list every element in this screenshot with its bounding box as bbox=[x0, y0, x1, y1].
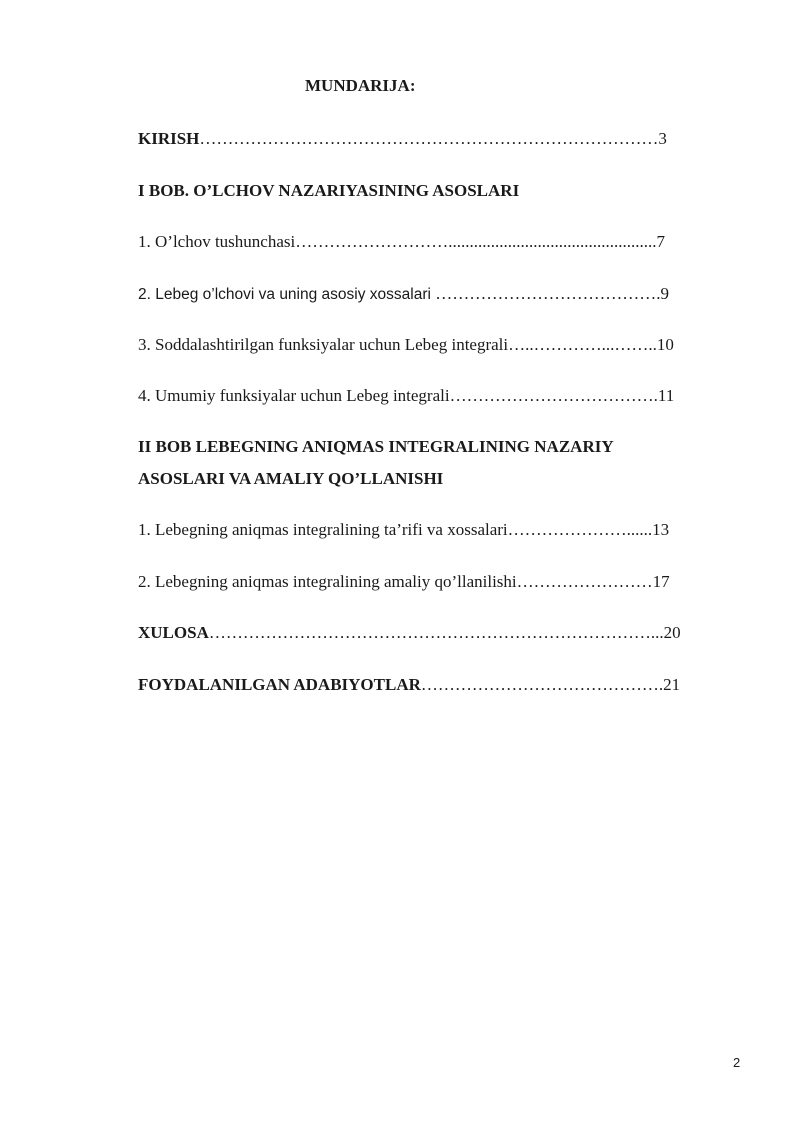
toc-entry-label: II BOB LEBEGNING ANIQMAS INTEGRALINING NAZARIY bbox=[138, 437, 614, 456]
toc-leader: ………………………………. bbox=[449, 386, 658, 405]
toc-entry-label: 2. Lebegning aniqmas integralining amaliy qo’llanilishi bbox=[138, 572, 517, 591]
toc-entry-label: 1. O’lchov tushunchasi bbox=[138, 232, 296, 251]
toc-entry-1-4 bbox=[138, 385, 674, 407]
toc-page-number: 3 bbox=[658, 129, 667, 148]
toc-entry-xulosa bbox=[138, 622, 681, 644]
toc-leader: ……………………………………………………………………... bbox=[208, 623, 664, 642]
toc-entry-label: 3. Soddalashtirilgan funksiyalar uchun Lebeg integrali bbox=[138, 335, 509, 354]
toc-page-number: 9 bbox=[660, 284, 670, 303]
toc-leader: …………………...... bbox=[507, 520, 653, 539]
toc-leader: ……………………………………. bbox=[420, 675, 664, 694]
toc-entry-2-2 bbox=[138, 571, 670, 593]
toc-chapter-2-heading-line-1 bbox=[138, 436, 614, 458]
toc-entry-label: 4. Umumiy funksiyalar uchun Lebeg integrali bbox=[138, 386, 450, 405]
toc-entry-label: FOYDALANILGAN ADABIYOTLAR bbox=[138, 675, 421, 694]
toc-leader: …………………………………. bbox=[435, 284, 661, 303]
toc-leader: …………………… bbox=[516, 572, 653, 591]
page-title: MUNDARIJA: bbox=[305, 76, 416, 95]
toc-page-number: 13 bbox=[652, 520, 670, 539]
toc-page-number: 11 bbox=[657, 386, 675, 405]
toc-entry-1-1 bbox=[138, 231, 665, 253]
toc-entry-1-3 bbox=[138, 334, 674, 356]
toc-page-number: 10 bbox=[656, 335, 674, 354]
toc-entry-label: KIRISH bbox=[138, 129, 200, 148]
toc-page-number: 21 bbox=[663, 675, 681, 694]
toc-chapter-1-heading bbox=[138, 180, 519, 202]
toc-chapter-2-heading-line-2 bbox=[138, 468, 443, 490]
toc-page-number: 20 bbox=[663, 623, 681, 642]
toc-entry-references bbox=[138, 674, 680, 696]
toc-entry-2-1 bbox=[138, 519, 669, 541]
toc-leader: ………………………................................................. bbox=[295, 232, 657, 251]
toc-page-number: 7 bbox=[656, 232, 665, 251]
toc-entry-label: 2. Lebeg o’lchovi va uning asosiy xossalari bbox=[138, 286, 436, 303]
toc-page-number: 17 bbox=[652, 572, 670, 591]
toc-entry-kirish bbox=[138, 128, 667, 150]
toc-entry-label: 1. Lebegning aniqmas integralining ta’rifi va xossalari bbox=[138, 520, 508, 539]
page-number: 2 bbox=[733, 1055, 741, 1070]
toc-leader: ……………………………………………………………………… bbox=[199, 129, 659, 148]
toc-leader: …..…………...…….. bbox=[508, 335, 657, 354]
toc-entry-label: I BOB. O’LCHOV NAZARIYASINING ASOSLARI bbox=[138, 181, 520, 200]
toc-entry-label: ASOSLARI VA AMALIY QO’LLANISHI bbox=[138, 469, 444, 488]
toc-entry-label: XULOSA bbox=[138, 623, 209, 642]
toc-entry-1-2 bbox=[138, 283, 669, 306]
